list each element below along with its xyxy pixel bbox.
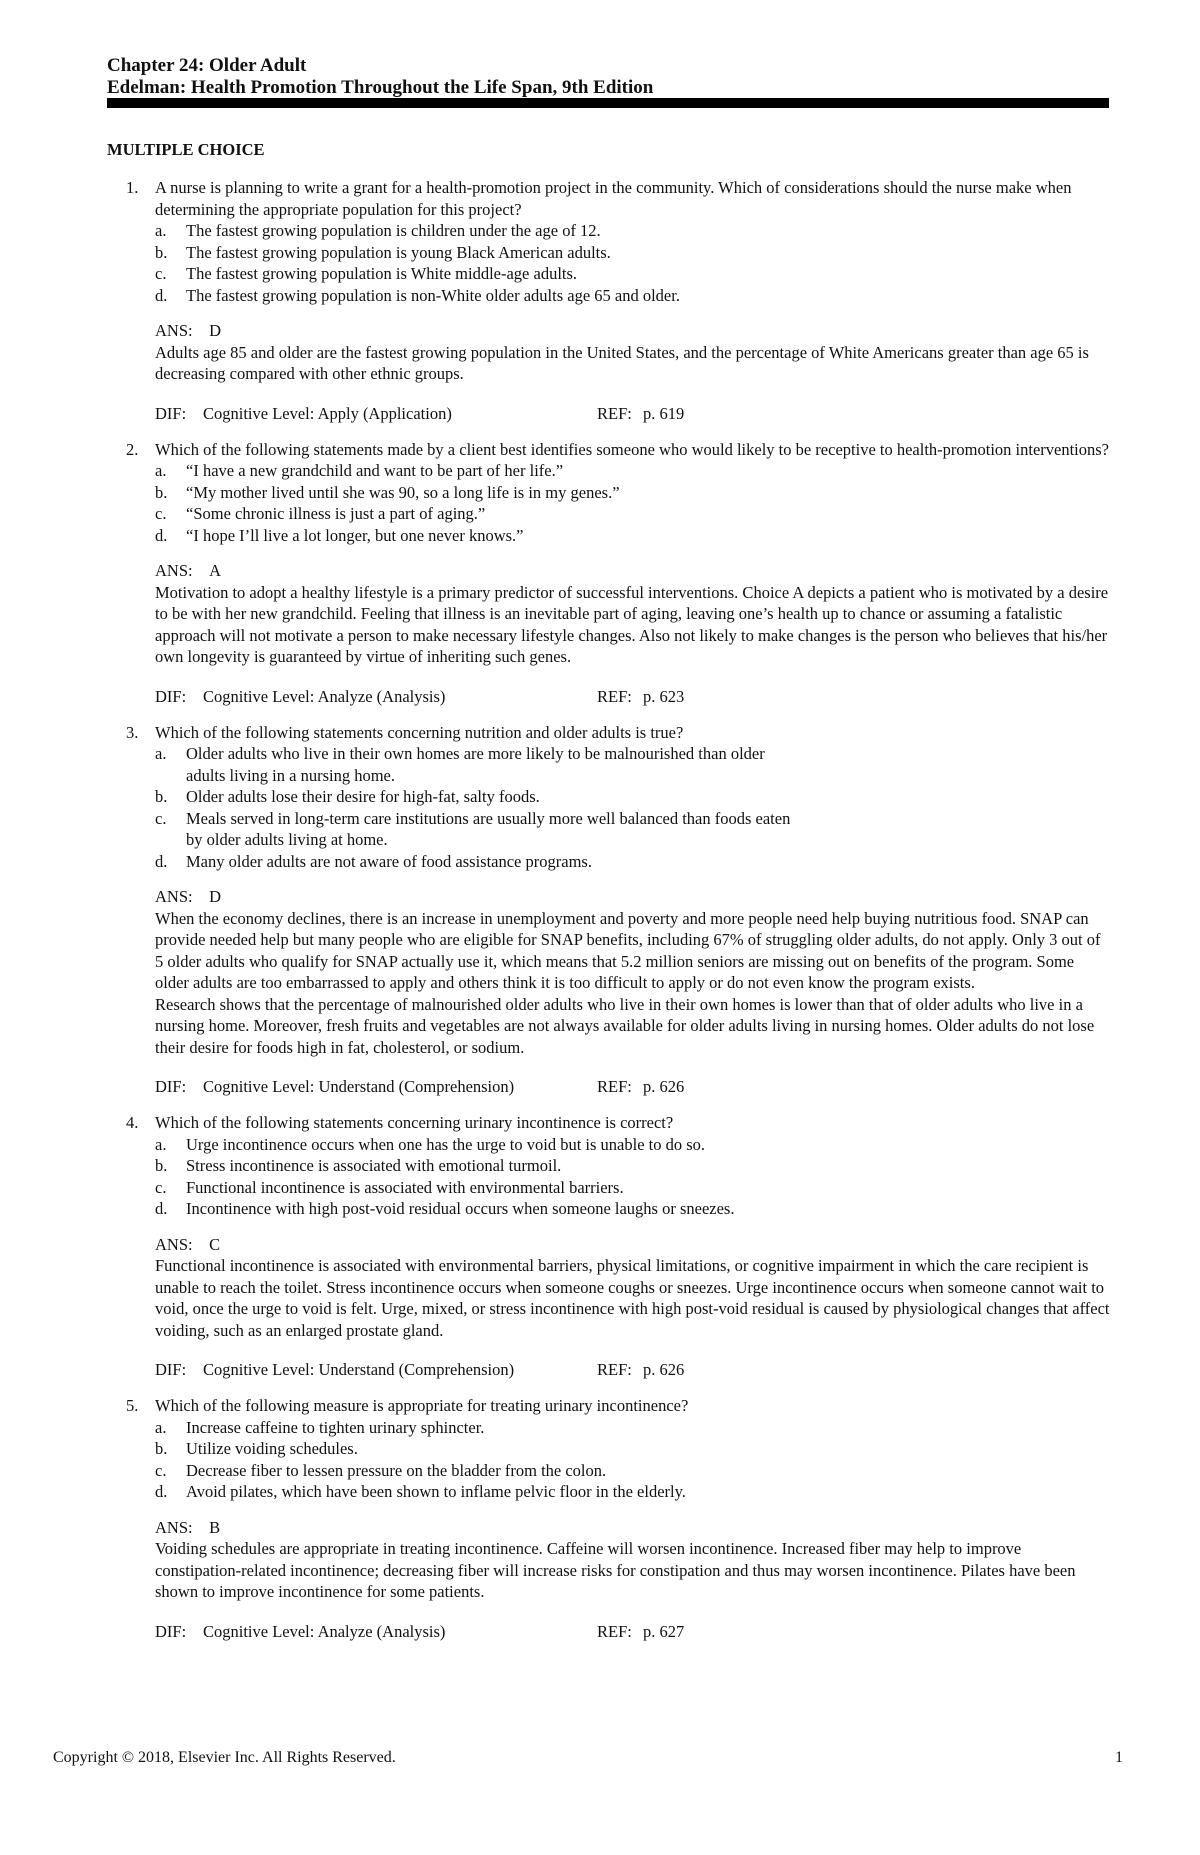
page-number: 1 xyxy=(1115,1749,1123,1766)
page-reference: p. 626 xyxy=(643,1360,685,1379)
option-letter: a. xyxy=(155,1417,167,1437)
option-letter: b. xyxy=(155,482,168,502)
dif-label: DIF: xyxy=(155,1077,187,1096)
question-3 xyxy=(126,722,1110,1099)
question-number: 1. xyxy=(126,178,139,197)
option-b xyxy=(126,1155,1110,1177)
rationale xyxy=(126,582,1110,668)
option-a xyxy=(126,220,1110,242)
option-text: Older adults who live in their own homes are more likely to be malnourished than older adults living in a nursing home. xyxy=(186,744,765,785)
option-letter: c. xyxy=(155,808,167,828)
ref-label: REF: xyxy=(597,403,632,423)
option-text: Functional incontinence is associated with environmental barriers. xyxy=(186,1177,624,1197)
option-c xyxy=(126,1460,1110,1482)
dif-label: DIF: xyxy=(155,686,187,706)
option-c xyxy=(126,1177,1110,1199)
option-d xyxy=(126,525,1110,547)
option-a xyxy=(126,460,1110,482)
option-a xyxy=(126,1417,1110,1439)
option-text: Meals served in long-term care institutions are usually more well balanced than foods eaten by older adults living at home. xyxy=(186,808,791,849)
option-b xyxy=(126,482,1110,504)
option-letter: a. xyxy=(155,1134,167,1154)
question-stem xyxy=(126,439,1110,461)
option-c xyxy=(126,263,1110,285)
option-text: Increase caffeine to tighten urinary sphincter. xyxy=(186,1417,485,1437)
answer-key: ANS: D xyxy=(155,887,222,906)
option-letter: c. xyxy=(155,1177,167,1197)
cognitive-level: Cognitive Level: Understand (Comprehension) xyxy=(203,1360,515,1379)
rationale xyxy=(126,1538,1110,1603)
header-rule xyxy=(107,98,1109,108)
ref-label: REF: xyxy=(597,1360,632,1379)
question-number: 2. xyxy=(126,439,139,459)
rationale xyxy=(126,908,1110,1059)
option-a xyxy=(126,743,1110,786)
option-letter: d. xyxy=(155,851,168,871)
chapter-title: Chapter 24: Older Adult xyxy=(107,55,307,76)
option-letter: b. xyxy=(155,1156,168,1175)
difficulty-reference-line xyxy=(126,403,1110,425)
option-b xyxy=(126,1438,1110,1460)
rationale-paragraph: Voiding schedules are appropriate in treating incontinence. Caffeine will worsen incontinence. Increased fiber may help to improve constipation-related incontinence; decreasing fiber will increase risks for constipation and thus may worsen incontinence. Pilates have been shown to improve incontinence for some patients. xyxy=(155,1539,1076,1601)
option-a xyxy=(126,1134,1110,1156)
answer-key: ANS: A xyxy=(155,561,222,580)
question-4 xyxy=(126,1112,1110,1381)
option-text: “Some chronic illness is just a part of aging.” xyxy=(186,504,486,523)
option-letter: c. xyxy=(155,264,167,283)
question-text: Which of the following statements concerning urinary incontinence is correct? xyxy=(155,1113,674,1132)
option-text: Many older adults are not aware of food assistance programs. xyxy=(186,851,592,871)
option-letter: a. xyxy=(155,221,167,240)
question-number: 5. xyxy=(126,1396,139,1415)
option-letter: a. xyxy=(155,461,167,480)
option-text: Stress incontinence is associated with emotional turmoil. xyxy=(186,1156,562,1175)
rationale-paragraph: Research shows that the percentage of malnourished older adults who live in their own homes is lower than that of older adults who live in a nursing home. Moreover, fresh fruits and vegetables are not always available for older adults living in nursing homes. Older adults do not lose their desire for foods high in fat, cholesterol, or sodium. xyxy=(155,994,1095,1057)
option-text: The fastest growing population is White middle-age adults. xyxy=(186,264,578,283)
copyright-notice: Copyright © 2018, Elsevier Inc. All Rights Reserved. xyxy=(53,1749,396,1766)
question-text: Which of the following statements concerning nutrition and older adults is true? xyxy=(155,722,684,742)
option-letter: a. xyxy=(155,744,167,763)
page-reference: p. 619 xyxy=(643,403,685,423)
option-d xyxy=(126,851,1110,873)
rationale xyxy=(126,1255,1110,1341)
rationale xyxy=(126,342,1110,385)
rationale-paragraph: Functional incontinence is associated with environmental barriers, physical limitations, or cognitive impairment in which the care recipient is unable to reach the toilet. Stress incontinence occurs when someone coughs or sneezes. Urge incontinence occurs when someone cannot wait to void, once the urge to void is felt. Urge, mixed, or stress incontinence with high post-void residual is caused by physiological changes that affect voiding, such as an enlarged prostate gland. xyxy=(155,1256,1110,1340)
option-text: Decrease fiber to lessen pressure on the bladder from the colon. xyxy=(186,1460,607,1480)
difficulty-reference-line xyxy=(126,1076,1110,1098)
question-text: Which of the following statements made by a client best identifies someone who would likely to be receptive to health-promotion interventions? xyxy=(155,439,1110,459)
cognitive-level: Cognitive Level: Analyze (Analysis) xyxy=(203,686,446,706)
option-text: Urge incontinence occurs when one has the urge to void but is unable to do so. xyxy=(186,1134,706,1154)
dif-label: DIF: xyxy=(155,1360,187,1379)
question-number: 4. xyxy=(126,1113,139,1132)
question-stem xyxy=(126,1395,1110,1417)
question-text: Which of the following measure is appropriate for treating urinary incontinence? xyxy=(155,1396,689,1415)
option-letter: c. xyxy=(155,504,167,523)
page-reference: p. 627 xyxy=(643,1621,685,1641)
option-letter: b. xyxy=(155,242,168,262)
rationale-paragraph: Motivation to adopt a healthy lifestyle is a primary predictor of successful interventions. Choice A depicts a patient who is motivated by a desire to be with her new grandchild. Feeling that illness is an inevitable part of aging, leaving one’s health up to chance or assuming a fatalistic approach will not motivate a person to make necessary lifestyle changes. Also not likely to make changes is the person who believes that his/her own longevity is guaranteed by virtue of inheriting such genes. xyxy=(155,582,1109,666)
question-5 xyxy=(126,1395,1110,1643)
question-number: 3. xyxy=(126,722,139,742)
option-text: The fastest growing population is children under the age of 12. xyxy=(186,221,601,240)
question-2 xyxy=(126,439,1110,708)
book-title: Edelman: Health Promotion Throughout the Life Span, 9th Edition xyxy=(107,77,654,98)
option-text: “I have a new grandchild and want to be part of her life.” xyxy=(186,461,564,480)
ref-label: REF: xyxy=(597,686,632,706)
option-letter: d. xyxy=(155,1199,168,1218)
section-title: MULTIPLE CHOICE xyxy=(107,140,265,159)
option-c xyxy=(126,808,1110,851)
option-text: Avoid pilates, which have been shown to inflame pelvic floor in the elderly. xyxy=(186,1482,686,1501)
option-text: Older adults lose their desire for high-fat, salty foods. xyxy=(186,787,540,806)
option-text: Incontinence with high post-void residual occurs when someone laughs or sneezes. xyxy=(186,1199,735,1218)
difficulty-reference-line xyxy=(126,1359,1110,1381)
option-letter: d. xyxy=(155,285,168,305)
rationale-paragraph: Adults age 85 and older are the fastest growing population in the United States, and the percentage of White Americans greater than age 65 is decreasing compared with other ethnic groups. xyxy=(155,342,1089,383)
rationale-paragraph: When the economy declines, there is an increase in unemployment and poverty and more people need help buying nutritious food. SNAP can provide needed help but many people who are eligible for SNAP benefits, including 67% of struggling older adults, do not apply. Only 3 out of 5 older adults who qualify for SNAP actually use it, which means that 5.2 million seniors are missing out on benefits of the program. Some older adults are too embarrassed to apply and others think it is too difficult to apply or do not even know the program exists. xyxy=(155,908,1101,992)
option-d xyxy=(126,1198,1110,1220)
option-letter: d. xyxy=(155,525,168,545)
answer-key: ANS: C xyxy=(155,1234,221,1254)
difficulty-reference-line xyxy=(126,1621,1110,1643)
option-text: Utilize voiding schedules. xyxy=(186,1439,358,1458)
option-letter: b. xyxy=(155,1439,168,1458)
questions-list xyxy=(126,177,1110,1657)
question-text: A nurse is planning to write a grant for a health-promotion project in the community. Which of considerations should the nurse make when determining the appropriate population for this project? xyxy=(155,178,1072,219)
page-reference: p. 626 xyxy=(643,1077,685,1096)
question-stem xyxy=(126,722,1110,744)
ref-label: REF: xyxy=(597,1077,632,1096)
option-text: The fastest growing population is young Black American adults. xyxy=(186,242,611,262)
option-b xyxy=(126,242,1110,264)
option-text: “I hope I’ll live a lot longer, but one never knows.” xyxy=(186,525,524,545)
answer-key: ANS: D xyxy=(155,321,222,340)
option-c xyxy=(126,503,1110,525)
cognitive-level: Cognitive Level: Analyze (Analysis) xyxy=(203,1621,446,1641)
option-letter: c. xyxy=(155,1460,167,1480)
cognitive-level: Cognitive Level: Apply (Application) xyxy=(203,403,452,423)
answer-key: ANS: B xyxy=(155,1517,221,1537)
page-header xyxy=(107,55,653,99)
dif-label: DIF: xyxy=(155,403,187,423)
dif-label: DIF: xyxy=(155,1621,187,1641)
option-letter: b. xyxy=(155,787,168,806)
page-footer xyxy=(53,1749,1123,1767)
option-d xyxy=(126,285,1110,307)
option-letter: d. xyxy=(155,1482,168,1501)
difficulty-reference-line xyxy=(126,686,1110,708)
option-text: The fastest growing population is non-White older adults age 65 and older. xyxy=(186,285,680,305)
cognitive-level: Cognitive Level: Understand (Comprehension) xyxy=(203,1077,515,1096)
question-stem xyxy=(126,177,1110,220)
option-d xyxy=(126,1481,1110,1503)
question-1 xyxy=(126,177,1110,425)
ref-label: REF: xyxy=(597,1621,632,1641)
option-b xyxy=(126,786,1110,808)
question-stem xyxy=(126,1112,1110,1134)
option-text: “My mother lived until she was 90, so a long life is in my genes.” xyxy=(186,482,620,502)
page-reference: p. 623 xyxy=(643,686,685,706)
